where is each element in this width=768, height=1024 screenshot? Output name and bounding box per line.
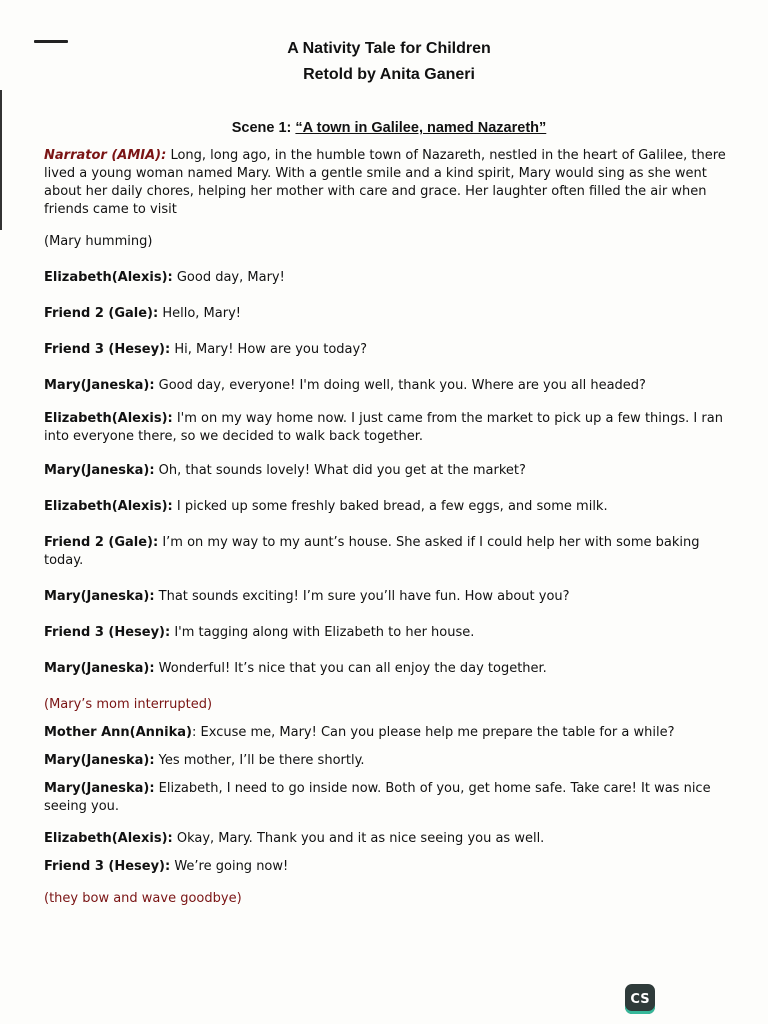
line-text: Good day, everyone! I'm doing well, thank you. Where are you all headed? xyxy=(154,378,646,393)
dialogue-line xyxy=(44,660,734,678)
line-text: I'm on my way home now. I just came from the market to pick up a few things. I ran into everyone there, so we decided to walk back together. xyxy=(44,411,723,444)
line-text: That sounds exciting! I’m sure you’ll have fun. How about you? xyxy=(154,589,570,604)
narrator-label: Narrator (AMIA): xyxy=(44,148,167,163)
dialogue-line xyxy=(44,724,734,742)
narration-text: Long, long ago, in the humble town of Nazareth, nestled in the heart of Galilee, there lived a young woman named Mary. With a gentle smile and a kind spirit, Mary would sing as she went about her daily chores, helping her mother with care and grace. Her laughter often filled the air when friends came to visit xyxy=(44,148,726,217)
document-page xyxy=(44,38,734,908)
scene-title: “A town in Galilee, named Nazareth” xyxy=(295,120,547,136)
line-text: (Mary humming) xyxy=(44,234,153,249)
speaker-name: Mary(Janeska): xyxy=(44,753,155,768)
dialogue-line xyxy=(44,534,734,570)
narration-paragraph xyxy=(44,147,734,219)
speaker-name: Mother Ann(Annika) xyxy=(44,725,192,740)
speaker-name: Friend 3 (Hesey): xyxy=(44,625,171,640)
line-text: Yes mother, I’ll be there shortly. xyxy=(154,753,365,768)
speaker-name: Mary(Janeska): xyxy=(44,589,155,604)
dialogue-line xyxy=(44,624,734,642)
dialogue-line xyxy=(44,830,734,848)
camscanner-logo-icon: CS xyxy=(625,984,655,1014)
line-text: Okay, Mary. Thank you and it as nice seeing you as well. xyxy=(172,831,545,846)
stage-direction xyxy=(44,233,734,251)
line-text: I'm tagging along with Elizabeth to her house. xyxy=(170,625,475,640)
speaker-name: Elizabeth(Alexis): xyxy=(44,270,173,285)
speaker-name: Friend 3 (Hesey): xyxy=(44,859,171,874)
page-edge-shadow xyxy=(0,90,2,230)
line-text: Wonderful! It’s nice that you can all enjoy the day together. xyxy=(154,661,547,676)
dialogue-line xyxy=(44,341,734,359)
dialogue-line xyxy=(44,498,734,516)
dialogue-line xyxy=(44,269,734,287)
line-text: I’m on my way to my aunt’s house. She asked if I could help her with some baking today. xyxy=(44,535,700,568)
scene-label: Scene 1: xyxy=(231,120,296,136)
speaker-name: Elizabeth(Alexis): xyxy=(44,831,173,846)
line-text: I picked up some freshly baked bread, a few eggs, and some milk. xyxy=(172,499,608,514)
speaker-name: Mary(Janeska): xyxy=(44,781,155,796)
speaker-name: Mary(Janeska): xyxy=(44,378,155,393)
dialogue-line xyxy=(44,752,734,770)
scene-heading xyxy=(44,120,734,136)
stage-direction xyxy=(44,890,734,908)
dialogue-line xyxy=(44,410,734,446)
speaker-name: Friend 3 (Hesey): xyxy=(44,342,171,357)
line-text: Oh, that sounds lovely! What did you get at the market? xyxy=(154,463,526,478)
stage-direction xyxy=(44,696,734,714)
line-text: Elizabeth, I need to go inside now. Both of you, get home safe. Take care! It was nice seeing you. xyxy=(44,781,711,814)
line-text: Hi, Mary! How are you today? xyxy=(170,342,368,357)
speaker-name: Friend 2 (Gale): xyxy=(44,306,159,321)
dialogue-line xyxy=(44,780,734,816)
line-text: Good day, Mary! xyxy=(172,270,285,285)
dialogue-line xyxy=(44,462,734,480)
speaker-name: Mary(Janeska): xyxy=(44,463,155,478)
line-text: : Excuse me, Mary! Can you please help me prepare the table for a while? xyxy=(192,725,675,740)
dialogue-line xyxy=(44,377,734,395)
line-text: Hello, Mary! xyxy=(158,306,241,321)
dialogue-line xyxy=(44,588,734,606)
dialogue-line xyxy=(44,858,734,876)
speaker-name: Elizabeth(Alexis): xyxy=(44,499,173,514)
speaker-name: Mary(Janeska): xyxy=(44,661,155,676)
line-text: (they bow and wave goodbye) xyxy=(44,891,242,906)
speaker-name: Elizabeth(Alexis): xyxy=(44,411,173,426)
document-title: A Nativity Tale for Children xyxy=(287,40,491,57)
document-subtitle: Retold by Anita Ganeri xyxy=(303,66,475,83)
line-text: (Mary’s mom interrupted) xyxy=(44,697,213,712)
speaker-name: Friend 2 (Gale): xyxy=(44,535,159,550)
line-text: We’re going now! xyxy=(170,859,289,874)
dialogue-line xyxy=(44,305,734,323)
